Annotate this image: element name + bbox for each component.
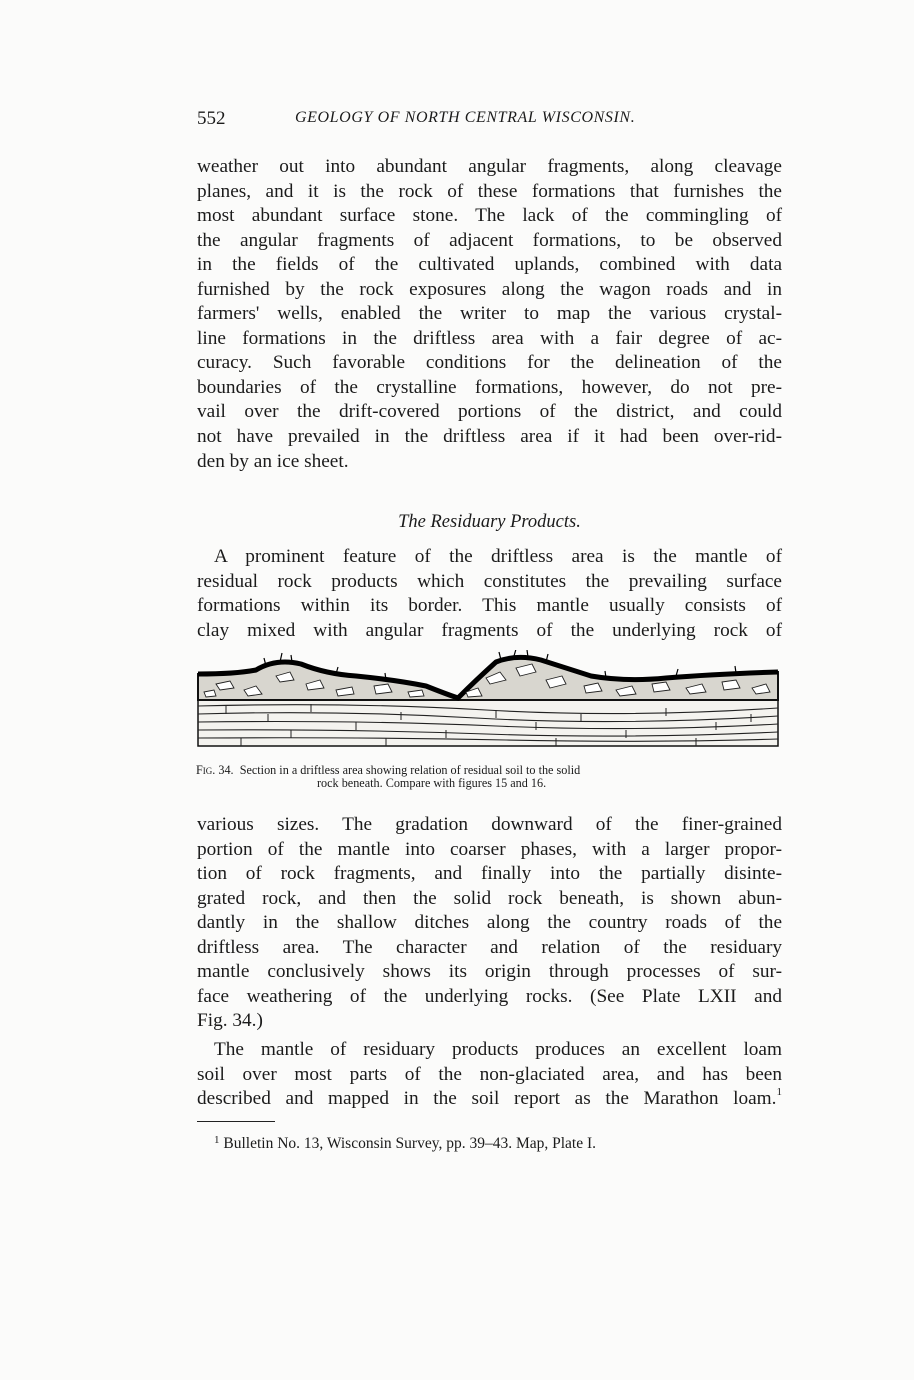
footnote [214, 1135, 596, 1153]
section-heading: The Residuary Products. [398, 512, 581, 532]
paragraph-gradation [197, 813, 782, 1034]
footnote-divider [197, 1121, 275, 1122]
footnote-text: Bulletin No. 13, Wisconsin Survey, pp. 39–43. Map, Plate I. [223, 1135, 597, 1152]
text-line: in the fields of the cultivated uplands, combined with data [197, 254, 782, 276]
text-line: grated rock, and then the solid rock beneath, is shown abun- [197, 887, 782, 909]
text-line: farmers' wells, enabled the writer to map the various crystal- [197, 303, 782, 325]
text-line: face weathering of the underlying rocks. (See Plate LXII and [197, 985, 782, 1007]
text-line: portion of the mantle into coarser phases, with a larger propor- [197, 838, 782, 860]
text-line: not have prevailed in the driftless area if it had been over-rid- [197, 426, 782, 448]
text-line [197, 1087, 782, 1112]
text-line: furnished by the rock exposures along the wagon roads and in [197, 278, 782, 300]
footnote-marker: 1 [214, 1134, 220, 1146]
footnote-reference[interactable]: 1 [776, 1086, 782, 1099]
text-line: weather out into abundant angular fragments, along cleavage [197, 156, 782, 177]
figure-34-section-illustration [196, 650, 780, 750]
page-header [197, 108, 780, 134]
text-line: planes, and it is the rock of these formations that furnishes the [197, 180, 782, 202]
caption-line: rock beneath. Compare with figures 15 and 16. [317, 776, 547, 790]
text-line: mantle conclusively shows its origin through processes of sur- [197, 961, 782, 983]
paragraph-loam-soil [197, 1038, 782, 1112]
text-line: curacy. Such favorable conditions for the delineation of the [197, 352, 782, 374]
text-line: most abundant surface stone. The lack of the commingling of [197, 205, 782, 227]
text-line: den by an ice sheet. [197, 450, 349, 472]
text-line: boundaries of the crystalline formations, however, do not pre- [197, 376, 782, 398]
paragraph-weathering [197, 155, 782, 474]
text-line: dantly in the shallow ditches along the country roads of the [197, 912, 782, 934]
running-title: GEOLOGY OF NORTH CENTRAL WISCONSIN. [295, 109, 636, 126]
page-number: 552 [197, 108, 226, 129]
text-line: clay mixed with angular fragments of the underlying rock of [197, 619, 782, 641]
text-line: formations within its border. This mantle usually consists of [197, 595, 782, 617]
text-line: tion of rock fragments, and finally into the partially disinte- [197, 863, 782, 885]
caption-text: Section in a driftless area showing relation of residual soil to the solid [239, 763, 581, 777]
text-line: line formations in the driftless area with a fair degree of ac- [197, 327, 782, 349]
text-line: The mantle of residuary products produces an excellent loam [214, 1039, 782, 1060]
text-line: vail over the drift-covered portions of the district, and could [197, 401, 782, 423]
text-line: soil over most parts of the non-glaciated area, and has been [197, 1063, 782, 1085]
text-line: driftless area. The character and relation of the residuary [197, 936, 782, 958]
text-line: various sizes. The gradation downward of the finer-grained [197, 814, 782, 835]
text-line: the angular fragments of adjacent formations, to be observed [197, 229, 782, 251]
figure-caption [196, 764, 780, 790]
text-line: A prominent feature of the driftless area is the mantle of [214, 546, 782, 567]
text-line: residual rock products which constitutes the prevailing surface [197, 570, 782, 592]
text-line: Fig. 34.) [197, 1010, 263, 1032]
figure-label: Fig. 34. [196, 763, 234, 777]
text-line-content: described and mapped in the soil report as the Marathon loam. [197, 1088, 777, 1110]
paragraph-mantle [197, 545, 782, 643]
